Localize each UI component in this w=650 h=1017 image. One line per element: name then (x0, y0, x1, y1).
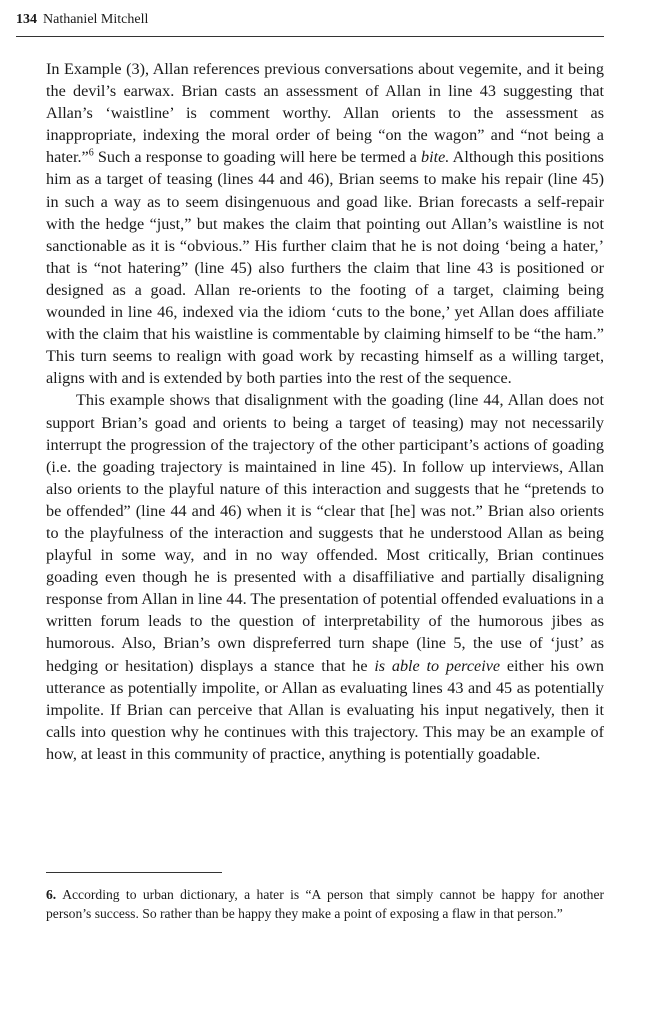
paragraph-1-text-a: In Example (3), Allan references previous conversations about vegemite, and it being the devil’s earwax. Brian casts an assessment of Allan in line 43 suggesting that Allan’s ‘waistline’ is comment worthy. Allan orients to the assessment as inappropriate, indexing the moral order of being “on the wagon” and “not being a hater.” (46, 60, 604, 167)
header-rule (16, 36, 604, 37)
running-head-author: Nathaniel Mitchell (43, 12, 149, 27)
main-text (46, 58, 604, 765)
paragraph-2 (46, 389, 604, 765)
footnote-reference: 6 (88, 147, 94, 159)
footnote-6 (46, 885, 604, 923)
paragraph-1-text-c: Although this positions him as a target of teasing (lines 44 and 46), Brian seems to make his repair (line 45) in such a way as to seem disingenuous and goad like. Brian forecasts a self-repair with the hedge “just,” but makes the claim that pointing out Allan’s waistline is not sanctionable as it is “obvious.” His further claim that he is not doing ‘being a hater,’ that is “not hatering” (line 45) also furthers the claim that line 43 is positioned or designed as a goad. Allan re-orients to the footing of a target, claiming being wounded in line 46, indexed via the idiom ‘cuts to the bone,’ yet Allan does affiliate with the claim that his waistline is commentable by claiming himself to be “the ham.” This turn seems to realign with goad work by recasting himself as a willing target, aligns with and is extended by both parties into the rest of the sequence. (46, 148, 604, 388)
footnote-number: 6. (46, 887, 57, 902)
running-head (16, 11, 604, 29)
paragraph-1 (46, 58, 604, 389)
term-bite: bite. (421, 148, 450, 167)
footnote-text: According to urban dictionary, a hater is “A person that simply cannot be happy for another person’s success. So rather than be happy they make a point of exposing a flaw in that person.” (46, 887, 604, 921)
paragraph-1-text-b: Such a response to goading will here be termed a (93, 148, 422, 167)
footnote-rule (46, 872, 222, 873)
page-number: 134 (16, 12, 37, 27)
paragraph-2-text-b: either his own utterance as potentially impolite, or Allan as evaluating lines 43 and 45 as potentially impolite. If Brian can perceive that Allan is evaluating his input negatively, then it calls into question why he continues with this trajectory. This may be an example of how, at least in this community of practice, anything is potentially goadable. (46, 656, 604, 763)
paragraph-2-text-a: This example shows that disalignment with the goading (line 44, Allan does not support Brian’s goad and orients to being a target of teasing) may not necessarily interrupt the progression of the trajectory of the other participant’s actions of goading (i.e. the goading trajectory is maintained in line 45). In follow up interviews, Allan also orients to the playful nature of this interaction and suggests that he “pretends to be offended” (line 44 and 46) when it is “clear that [he] was not.” Brian also orients to the playfulness of the interaction and suggests that he understood Allan as being playful in some way, and in no way offended. Most critically, Brian continues goading even though he is presented with a disaffiliative and partially disaligning response from Allan in line 44. The presentation of potential offended evaluations in a written forum leads to the question of interpretability of the humorous jibes as humorous. Also, Brian’s own dispreferred turn shape (line 5, the use of ‘just’ as hedging or hesitation) displays a stance that he (46, 391, 604, 675)
emphasis-able-to-perceive: is able to perceive (374, 656, 501, 675)
